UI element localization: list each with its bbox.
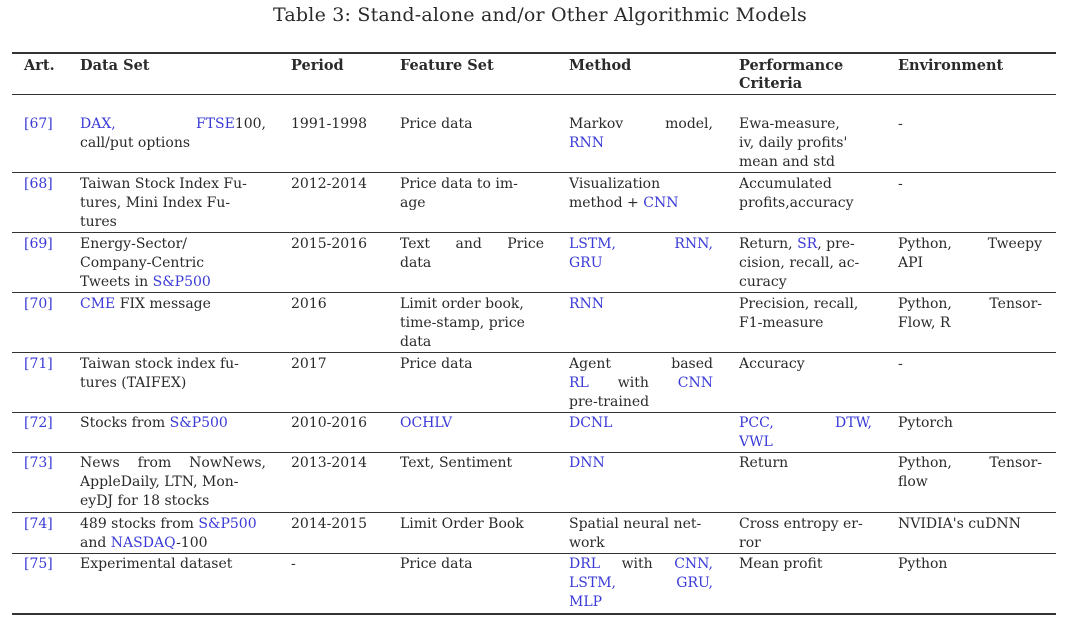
- method-cell: DRL with CNN,: [569, 555, 713, 575]
- header-rule: [12, 94, 1056, 95]
- header-dataset: Data Set: [80, 57, 150, 74]
- period-cell: 2014-2015: [291, 516, 367, 532]
- dataset-cell: CME FIX message: [80, 296, 211, 312]
- method-cell: Agent based: [569, 356, 713, 372]
- table-caption: Table 3: Stand-alone and/or Other Algorithmic Models: [273, 4, 807, 26]
- period-cell: 2016: [291, 296, 327, 312]
- feature-cell: Price data: [400, 116, 473, 132]
- env-cell: Python, Tweepy: [898, 236, 1042, 252]
- dataset-cell: Taiwan stock index fu-: [80, 356, 239, 372]
- env-cell: -: [898, 116, 903, 132]
- dataset-cell: DAX, FTSE100,: [80, 115, 266, 135]
- method-cell: [569, 235, 713, 255]
- dataset-cell: 489 stocks from S&P500: [80, 516, 257, 532]
- row-rule: [12, 512, 1056, 513]
- link-gru[interactable]: GRU,: [676, 575, 713, 591]
- method-cell: Markov model,: [569, 116, 713, 132]
- art-ref: [74]: [24, 516, 53, 532]
- perf-cell-line: cision, recall, ac-: [739, 255, 860, 271]
- perf-cell-line: ror: [739, 535, 761, 551]
- feature-cell: Price data to im-: [400, 176, 518, 192]
- art-ref: [71]: [24, 356, 53, 372]
- link-ftse[interactable]: FTSE: [195, 116, 235, 132]
- feature-cell: Price data: [400, 356, 473, 372]
- dataset-cell-line: Company-Centric: [80, 255, 205, 271]
- dataset-cell-line: and NASDAQ-100: [80, 535, 208, 551]
- link-dtw[interactable]: DTW,: [835, 415, 872, 431]
- method-cell-line: [569, 574, 713, 594]
- dataset-cell-line: eyDJ for 18 stocks: [80, 493, 210, 509]
- link-lstm[interactable]: LSTM,: [569, 575, 617, 591]
- header-method: Method: [569, 57, 632, 74]
- perf-cell-line: curacy: [739, 274, 787, 290]
- row-rule: [12, 412, 1056, 413]
- link-sp500[interactable]: S&P500: [152, 274, 211, 290]
- link-rnn[interactable]: RNN: [569, 296, 605, 312]
- link-sp500[interactable]: S&P500: [198, 516, 257, 532]
- link-sp500[interactable]: S&P500: [169, 415, 228, 431]
- dataset-cell-line: AppleDaily, LTN, Mon-: [80, 474, 239, 490]
- row-rule: [12, 232, 1056, 233]
- perf-cell: Ewa-measure,: [739, 116, 840, 132]
- env-cell: Python: [898, 556, 948, 572]
- feature-cell: Text and Price: [400, 236, 544, 252]
- link-dax[interactable]: DAX,: [80, 116, 116, 132]
- link-lstm[interactable]: LSTM,: [569, 236, 617, 252]
- dataset-cell: Taiwan Stock Index Fu-: [80, 176, 247, 192]
- dataset-cell: News from NowNews,: [80, 455, 266, 471]
- link-gru[interactable]: GRU: [569, 255, 603, 271]
- header-art: Art.: [24, 57, 55, 74]
- feature-cell-line: data: [400, 255, 432, 271]
- perf-cell: Precision, recall,: [739, 296, 859, 312]
- perf-cell: Return: [739, 455, 789, 471]
- bottom-rule: [12, 613, 1056, 615]
- art-ref: [68]: [24, 176, 53, 192]
- method-cell: Spatial neural net-: [569, 516, 702, 532]
- env-cell: -: [898, 176, 903, 192]
- row-rule: [12, 352, 1056, 353]
- perf-cell-line: iv, daily profits': [739, 135, 848, 151]
- row-rule: [12, 172, 1056, 173]
- period-cell: 1991-1998: [291, 116, 367, 132]
- feature-cell-line: data: [400, 334, 432, 350]
- feature-cell: Limit Order Book: [400, 516, 524, 532]
- link-nasdaq[interactable]: NASDAQ: [110, 535, 177, 551]
- dataset-cell-line: call/put options: [80, 135, 191, 151]
- art-ref: [72]: [24, 415, 53, 431]
- dataset-cell: Experimental dataset: [80, 556, 233, 572]
- link-rl[interactable]: RL: [569, 375, 589, 391]
- art-ref: [75]: [24, 556, 53, 572]
- perf-cell: Return, SR, pre-: [739, 236, 855, 252]
- period-cell: 2015-2016: [291, 236, 367, 252]
- method-cell-line: pre-trained: [569, 394, 650, 410]
- link-cnn[interactable]: CNN,: [674, 556, 713, 572]
- feature-cell: Limit order book,: [400, 296, 524, 312]
- link-ochlv[interactable]: OCHLV: [400, 415, 453, 431]
- link-cme[interactable]: CME: [80, 296, 116, 312]
- link-drl[interactable]: DRL: [569, 556, 601, 572]
- link-dnn[interactable]: DNN: [569, 455, 605, 471]
- env-cell: Python, Tensor-: [898, 296, 1042, 312]
- header-criteria: Criteria: [739, 75, 803, 92]
- period-cell: 2012-2014: [291, 176, 367, 192]
- link-cnn[interactable]: CNN: [643, 195, 679, 211]
- link-vwl[interactable]: VWL: [739, 434, 773, 450]
- env-cell-line: Flow, R: [898, 315, 951, 331]
- link-sr[interactable]: SR: [797, 236, 818, 252]
- link-dcnl[interactable]: DCNL: [569, 415, 613, 431]
- row-rule: [12, 553, 1056, 554]
- dataset-cell: Stocks from S&P500: [80, 415, 228, 431]
- period-cell: 2013-2014: [291, 455, 367, 471]
- dataset-cell-line: tures, Mini Index Fu-: [80, 195, 231, 211]
- art-ref: [70]: [24, 296, 53, 312]
- dataset-cell-line: Tweets in S&P500: [80, 274, 211, 290]
- perf-cell-line: F1-measure: [739, 315, 824, 331]
- perf-cell-line: profits,accuracy: [739, 195, 854, 211]
- art-ref: [67]: [24, 116, 53, 132]
- dataset-cell-line: tures (TAIFEX): [80, 375, 187, 391]
- link-pcc[interactable]: PCC,: [739, 415, 774, 431]
- perf-cell: Accuracy: [739, 356, 805, 372]
- method-cell-line: method + CNN: [569, 195, 679, 211]
- period-cell: -: [291, 556, 296, 572]
- method-cell: Visualization: [569, 176, 661, 192]
- env-cell-line: API: [898, 255, 924, 271]
- header-performance: Performance: [739, 57, 844, 74]
- dataset-cell: Energy-Sector/: [80, 236, 187, 252]
- art-ref: [69]: [24, 236, 53, 252]
- row-rule: [12, 292, 1056, 293]
- header-period: Period: [291, 57, 344, 74]
- header-feature-set: Feature Set: [400, 57, 494, 74]
- env-cell-line: flow: [898, 474, 928, 490]
- link-cnn[interactable]: CNN: [677, 375, 713, 391]
- feature-cell: Text, Sentiment: [400, 455, 513, 471]
- perf-cell: Mean profit: [739, 556, 823, 572]
- perf-cell: Cross entropy er-: [739, 516, 863, 532]
- feature-cell-line: time-stamp, price: [400, 315, 525, 331]
- perf-cell: Accumulated: [739, 176, 832, 192]
- header-environment: Environment: [898, 57, 1004, 74]
- perf-cell-line: mean and std: [739, 154, 835, 170]
- top-rule: [12, 52, 1056, 54]
- env-cell: Python, Tensor-: [898, 455, 1042, 471]
- env-cell: -: [898, 356, 903, 372]
- env-cell: NVIDIA's cuDNN: [898, 516, 1021, 532]
- feature-cell: Price data: [400, 556, 473, 572]
- link-rnn[interactable]: RNN,: [674, 236, 713, 252]
- row-rule: [12, 452, 1056, 453]
- env-cell: Pytorch: [898, 415, 953, 431]
- perf-cell: [739, 414, 872, 434]
- method-cell-line: work: [569, 535, 605, 551]
- period-cell: 2010-2016: [291, 415, 367, 431]
- art-ref: [73]: [24, 455, 53, 471]
- link-rnn[interactable]: RNN: [569, 135, 605, 151]
- dataset-cell-line: tures: [80, 214, 117, 230]
- period-cell: 2017: [291, 356, 327, 372]
- feature-cell-line: age: [400, 195, 426, 211]
- link-mlp[interactable]: MLP: [569, 594, 603, 610]
- method-cell-line: RL with CNN: [569, 374, 713, 394]
